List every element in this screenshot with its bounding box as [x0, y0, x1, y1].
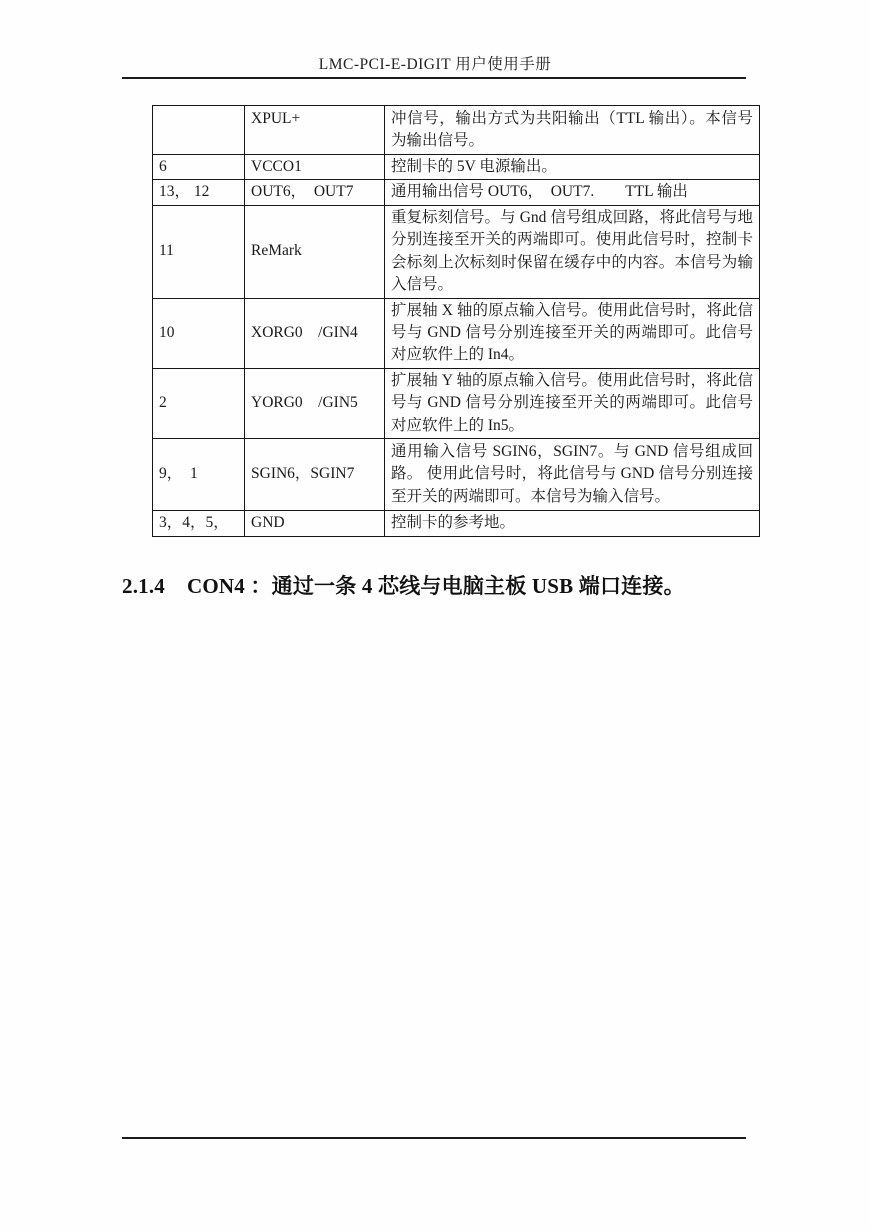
pin-cell: 10: [153, 298, 245, 368]
desc-cell: 通用输出信号 OUT6， OUT7. TTL 输出: [385, 180, 760, 205]
pin-cell: 2: [153, 368, 245, 438]
desc-cell: 控制卡的 5V 电源输出。: [385, 154, 760, 179]
signal-cell: GND: [245, 511, 385, 537]
table-row: [153, 368, 760, 438]
footer-rule: [122, 1137, 746, 1139]
table-row: [153, 439, 760, 511]
desc-cell: 重复标刻信号。与 Gnd 信号组成回路，将此信号与地分别连接至开关的两端即可。使用此信号时，控制卡会标刻上次标刻时保留在缓存中的内容。本信号为输入信号。: [385, 205, 760, 298]
table-row: [153, 298, 760, 368]
desc-cell: 冲信号，输出方式为共阳输出（TTL 输出）。本信号为输出信号。: [385, 106, 760, 155]
table-row: [153, 180, 760, 205]
pin-signal-table: [152, 105, 760, 537]
pin-cell: 3，4，5，: [153, 511, 245, 537]
pin-cell: 11: [153, 205, 245, 298]
signal-cell: ReMark: [245, 205, 385, 298]
desc-cell: 控制卡的参考地。: [385, 511, 760, 537]
signal-cell: XORG0 /GIN4: [245, 298, 385, 368]
desc-cell: 扩展轴 X 轴的原点输入信号。使用此信号时，将此信号与 GND 信号分别连接至开关的两端即可。此信号对应软件上的 In4。: [385, 298, 760, 368]
signal-cell: OUT6， OUT7: [245, 180, 385, 205]
signal-cell: YORG0 /GIN5: [245, 368, 385, 438]
pin-cell: 6: [153, 154, 245, 179]
pin-cell: 13， 12: [153, 180, 245, 205]
table-row: [153, 511, 760, 537]
table-row: [153, 205, 760, 298]
signal-cell: XPUL+: [245, 106, 385, 155]
page-header-title: LMC-PCI-E-DIGIT 用户使用手册: [318, 56, 552, 73]
signal-cell: VCCO1: [245, 154, 385, 179]
section-title: CON4 ：通过一条 4 芯线与电脑主板 USB 端口连接。: [187, 574, 685, 598]
section-heading: [122, 570, 762, 600]
desc-cell: 扩展轴 Y 轴的原点输入信号。使用此信号时，将此信号与 GND 信号分别连接至开关的两端即可。此信号对应软件上的 In5。: [385, 368, 760, 438]
desc-cell: 通用输入信号 SGIN6，SGIN7。与 GND 信号组成回路。 使用此信号时，将此信号与 GND 信号分别连接至开关的两端即可。本信号为输入信号。: [385, 439, 760, 511]
signal-cell: SGIN6，SGIN7: [245, 439, 385, 511]
header-rule: [122, 77, 746, 79]
table-row: [153, 154, 760, 179]
pin-cell: [153, 106, 245, 155]
pin-cell: 9， 1: [153, 439, 245, 511]
table-row: [153, 106, 760, 155]
section-number: 2.1.4: [122, 574, 165, 598]
